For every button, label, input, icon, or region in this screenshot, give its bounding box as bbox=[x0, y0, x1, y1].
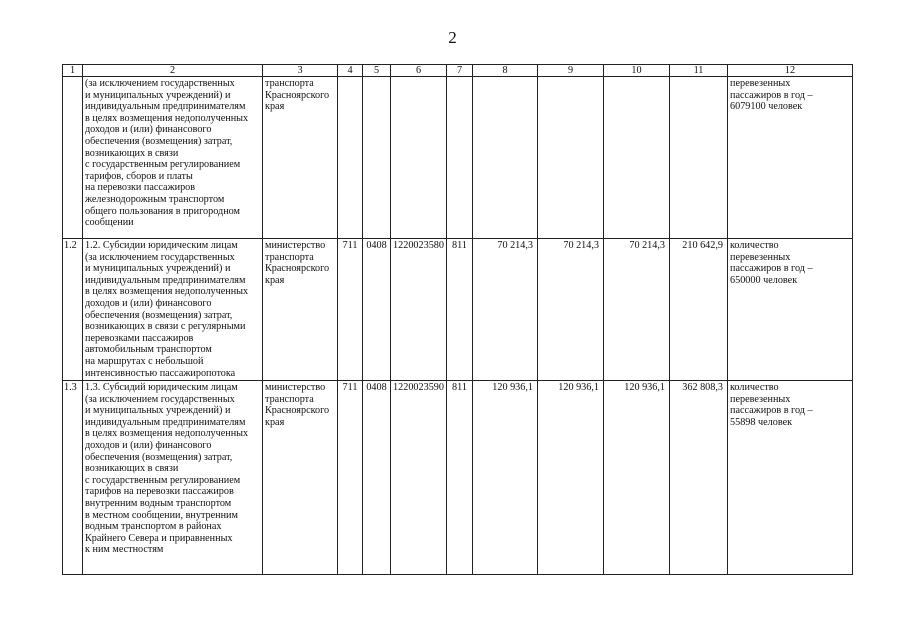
grbs-code: 711 bbox=[338, 381, 363, 575]
expense-type-code: 811 bbox=[447, 239, 473, 381]
grbs-code: 711 bbox=[338, 239, 363, 381]
column-header: 6 bbox=[391, 65, 447, 77]
measure-name: (за исключением государственных и муниципальных учреждений) и индивидуальным предпринимателям в целях возмещения недополученных доходов и (или) финансового обеспечения (возмещения) затрат, возникающих в связи с государственным регулированием тарифов, сборов и платы на перевозки пассажиров железнодорожным транспортом общего пользования в пригородном сообщении bbox=[83, 77, 263, 239]
expected-result: перевезенных пассажиров в год – 6079100 человек bbox=[728, 77, 853, 239]
amount-year-2 bbox=[538, 77, 604, 239]
row-index: 1.3 bbox=[63, 381, 83, 575]
amount-year-3: 70 214,3 bbox=[604, 239, 670, 381]
target-article-code bbox=[391, 77, 447, 239]
section-code bbox=[363, 77, 391, 239]
expense-type-code bbox=[447, 77, 473, 239]
table-row bbox=[63, 77, 853, 239]
amount-year-2: 70 214,3 bbox=[538, 239, 604, 381]
budget-table bbox=[62, 64, 853, 575]
column-header: 10 bbox=[604, 65, 670, 77]
table-row bbox=[63, 239, 853, 381]
amount-year-1: 70 214,3 bbox=[473, 239, 538, 381]
column-header: 8 bbox=[473, 65, 538, 77]
column-header: 3 bbox=[263, 65, 338, 77]
column-header: 4 bbox=[338, 65, 363, 77]
row-index bbox=[63, 77, 83, 239]
administrator: министерство транспорта Красноярского края bbox=[263, 381, 338, 575]
section-code: 0408 bbox=[363, 381, 391, 575]
amount-year-1 bbox=[473, 77, 538, 239]
measure-name: 1.2. Субсидии юридическим лицам (за исключением государственных и муниципальных учреждений) и индивидуальным предпринимателям в целях возмещения недополученных доходов и (или) финансового обеспечения (возмещения) затрат, возникающих в связи с регулярными перевозками пассажиров автомобильным транспортом на маршрутах с небольшой интенсивностью пассажиропотока bbox=[83, 239, 263, 381]
target-article-code: 1220023580 bbox=[391, 239, 447, 381]
column-header: 9 bbox=[538, 65, 604, 77]
administrator: транспорта Красноярского края bbox=[263, 77, 338, 239]
target-article-code: 1220023590 bbox=[391, 381, 447, 575]
header-row bbox=[63, 65, 853, 77]
amount-total: 362 808,3 bbox=[670, 381, 728, 575]
expected-result: количество перевезенных пассажиров в год – 55898 человек bbox=[728, 381, 853, 575]
expected-result: количество перевезенных пассажиров в год – 650000 человек bbox=[728, 239, 853, 381]
page-number: 2 bbox=[448, 28, 457, 47]
amount-year-1: 120 936,1 bbox=[473, 381, 538, 575]
row-index: 1.2 bbox=[63, 239, 83, 381]
grbs-code bbox=[338, 77, 363, 239]
table-row bbox=[63, 381, 853, 575]
amount-year-2: 120 936,1 bbox=[538, 381, 604, 575]
column-header: 11 bbox=[670, 65, 728, 77]
expense-type-code: 811 bbox=[447, 381, 473, 575]
amount-year-3: 120 936,1 bbox=[604, 381, 670, 575]
column-header: 5 bbox=[363, 65, 391, 77]
measure-name: 1.3. Субсидий юридическим лицам (за исключением государственных и муниципальных учреждений) и индивидуальным предпринимателям в целях возмещения недополученных доходов и (или) финансового обеспечения (возмещения) затрат, возникающих в связи с государственным регулированием тарифов на перевозки пассажиров внутренним водным транспортом в местном сообщении, внутренним водным транспортом в районах Крайнего Севера и приравненных к ним местностям bbox=[83, 381, 263, 575]
section-code: 0408 bbox=[363, 239, 391, 381]
administrator: министерство транспорта Красноярского края bbox=[263, 239, 338, 381]
column-header: 7 bbox=[447, 65, 473, 77]
amount-total bbox=[670, 77, 728, 239]
column-header: 2 bbox=[83, 65, 263, 77]
amount-year-3 bbox=[604, 77, 670, 239]
column-header: 12 bbox=[728, 65, 853, 77]
column-header: 1 bbox=[63, 65, 83, 77]
amount-total: 210 642,9 bbox=[670, 239, 728, 381]
